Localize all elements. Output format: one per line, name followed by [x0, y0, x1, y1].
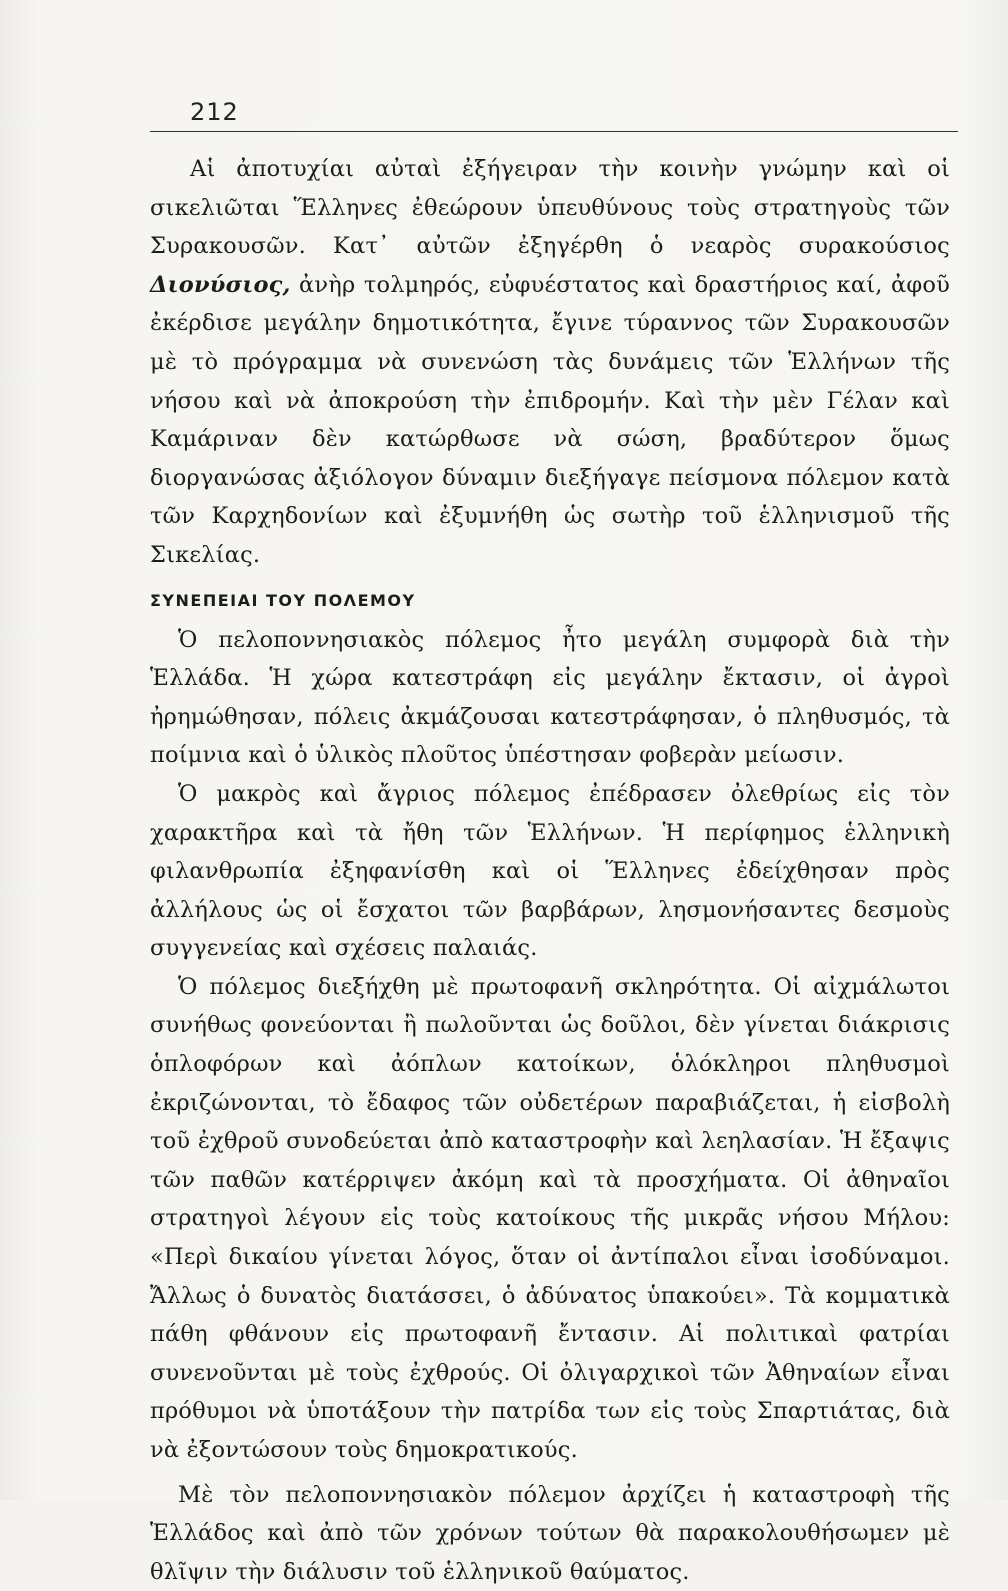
paragraph-consequences-1: Ὁ πελοποννησιακὸς πόλεμος ἦτο μεγάλη συμφορὰ διὰ τὴν Ἑλλάδα. Ἡ χώρα κατεστράφη εἰς μεγάλην ἔκτασιν, οἱ ἀγροὶ ἠρημώθησαν, πόλεις ἀκμάζουσαι κατεστράφησαν, ὁ πληθυσμός, τὰ ποίμνια καὶ ὁ ὑλικὸς πλοῦτος ὑπέστησαν φοβερὰν μείωσιν. [150, 626, 950, 769]
paragraph-conclusion: Μὲ τὸν πελοποννησιακὸν πόλεμον ἀρχίζει ἡ καταστροφὴ τῆς Ἑλλάδος καὶ ἀπὸ τῶν χρόνων τούτων θὰ παρακολουθήσωμεν μὲ θλῖψιν τὴν διάλυσιν τοῦ ἑλληνικοῦ θαύματος. [150, 1481, 950, 1585]
paragraph-text-after: ἀνὴρ τολμηρός, εὐφυέστατος καὶ δραστήριος καί, ἀφοῦ ἐκέρδισε μεγάλην δημοτικότητα, ἔγινε τύραννος τῶν Συρακουσῶν μὲ τὸ πρόγραμμα νὰ συνενώση τὰς δυνάμεις τῶν Ἑλλήνων τῆς νήσου καὶ νὰ ἀποκρούση τὴν ἐπιδρομήν. Καὶ τὴν μὲν Γέλαν καὶ Καμάριναν δὲν κατώρθωσε νὰ σώση, βραδύτερον ὅμως διοργανώσας ἀξιόλογον δύναμιν διεξήγαγε πείσμονα πόλεμον κατὰ τῶν Καρχηδονίων καὶ ἐξυμνήθη ὡς σωτὴρ τοῦ ἑλληνισμοῦ τῆς Σικελίας. [150, 271, 950, 568]
emphasized-name: Διονύσιος, [150, 271, 291, 298]
paragraph-consequences-3: Ὁ πόλεμος διεξήχθη μὲ πρωτοφανῆ σκληρότητα. Οἱ αἰχμάλωτοι συνήθως φονεύονται ἢ πωλοῦνται ὡς δοῦλοι, δὲν γίνεται διάκρισις ὁπλοφόρων καὶ ἀόπλων κατοίκων, ὁλόκληροι πληθυσμοὶ ἐκριζώνονται, τὸ ἔδαφος τῶν οὐδετέρων παραβιάζεται, ἡ εἰσβολὴ τοῦ ἐχθροῦ συνοδεύεται ἀπὸ καταστροφὴν καὶ λεηλασίαν. Ἡ ἔξαψις τῶν παθῶν κατέρριψεν ἀκόμη καὶ τὰ προσχήματα. Οἱ ἀθηναῖοι στρατηγοὶ λέγουν εἰς τοὺς κατοίκους τῆς μικρᾶς νήσου Μήλου: «Περὶ δικαίου γίνεται λόγος, ὅταν οἱ ἀντίπαλοι εἶναι ἰσοδύναμοι. Ἄλλως ὁ δυνατὸς διατάσσει, ὁ ἀδύνατος ὑπακούει». Τὰ κομματικὰ πάθη φθάνουν εἰς πρωτοφανῆ ἔντασιν. Αἱ πολιτικαὶ φατρίαι συνενοῦνται μὲ τοὺς ἐχθρούς. Οἱ ὀλιγαρχικοὶ τῶν Ἀθηναίων εἶναι πρόθυμοι νὰ ὑποτάξουν τὴν πατρίδα των εἰς τοὺς Σπαρτιάτας, διὰ νὰ ἐξοντώσουν τοὺς δημοκρατικούς. [150, 973, 950, 1463]
page-number: 212 [190, 98, 239, 126]
paragraph-text-before: Αἱ ἀποτυχίαι αὐταὶ ἐξήγειραν τὴν κοινὴν γνώμην καὶ οἱ σικελιῶται Ἕλληνες ἐθεώρουν ὑπευθύνους τοὺς στρατηγοὺς τῶν Συρακουσῶν. Κατ᾽ αὐτῶν ἐξηγέρθη ὁ νεαρὸς συρακούσιος [150, 156, 950, 260]
header-rule [150, 131, 958, 132]
paragraph-consequences-2: Ὁ μακρὸς καὶ ἄγριος πόλεμος ἐπέδρασεν ὀλεθρίως εἰς τὸν χαρακτῆρα καὶ τὰ ἤθη τῶν Ἑλλήνων. Ἡ περίφημος ἑλληνικὴ φιλανθρωπία ἐξηφανίσθη καὶ οἱ Ἕλληνες ἐδείχθησαν πρὸς ἀλλήλους ὡς οἱ ἔσχατοι τῶν βαρβάρων, λησμονήσαντες δεσμοὺς συγγενείας καὶ σχέσεις παλαιάς. [150, 780, 950, 962]
paragraph-dionysios [150, 150, 950, 575]
body-text [150, 150, 950, 1591]
section-heading: ΣΥΝΕΠΕΙΑΙ ΤΟΥ ΠΟΛΕΜΟΥ [150, 590, 416, 610]
